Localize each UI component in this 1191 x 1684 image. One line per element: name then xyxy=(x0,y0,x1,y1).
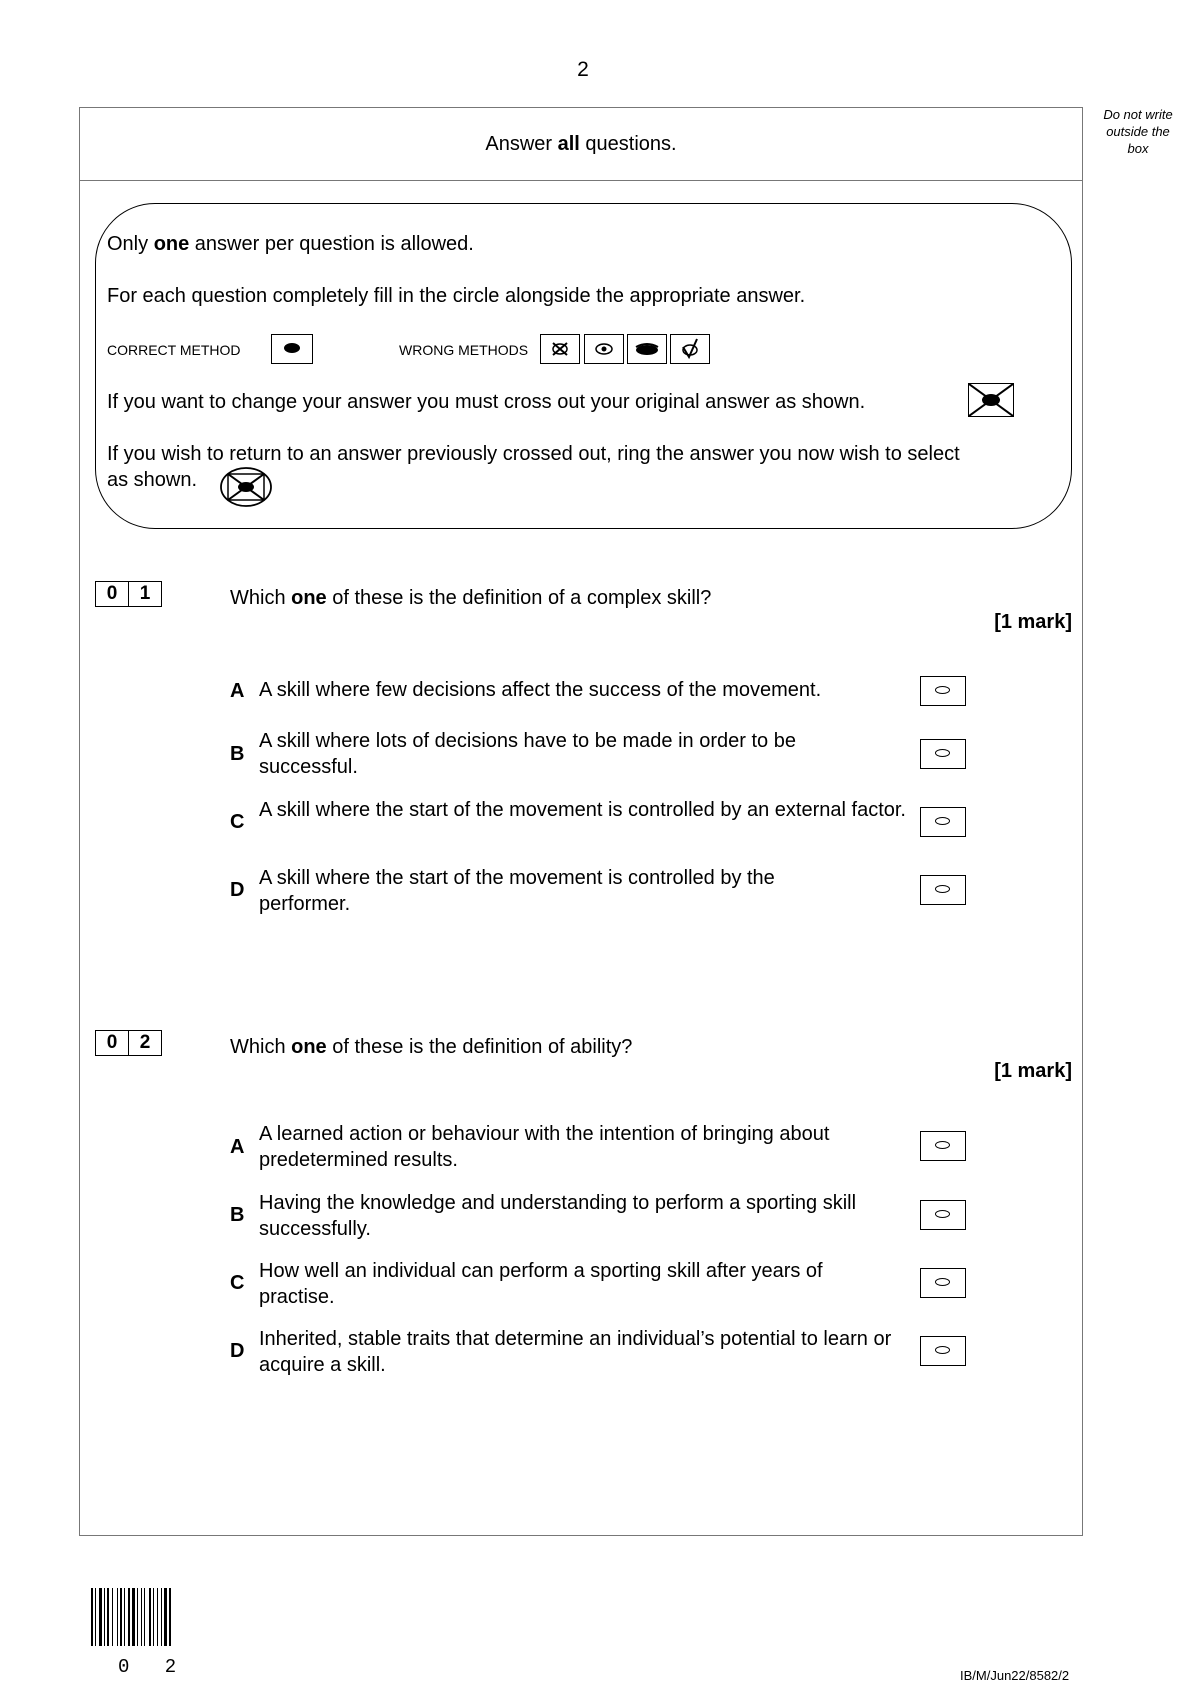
instruction-reselect-cont: as shown. xyxy=(107,469,198,491)
barcode xyxy=(91,1588,201,1648)
answer-box-q01-b[interactable] xyxy=(920,739,966,769)
paper-reference: IB/M/Jun22/8582/2 xyxy=(960,1668,1070,1683)
answer-box-q02-d[interactable] xyxy=(920,1336,966,1366)
instruction-fill-circle: For each question completely fill in the circle alongside the appropriate answer. xyxy=(107,285,806,307)
filled-circle-icon xyxy=(272,335,312,363)
answer-box-q02-c[interactable] xyxy=(920,1268,966,1298)
instruction-cross-out: If you want to change your answer you must cross out your original answer as shown. xyxy=(107,391,866,413)
wrong-method-dot xyxy=(584,334,624,364)
option-text: A skill where few decisions affect the success of the movement. xyxy=(259,679,822,701)
scribbled-circle-icon xyxy=(628,335,666,363)
instruction-reselect: If you wish to return to an answer previously crossed out, ring the answer you now wish to select xyxy=(107,443,960,465)
dotted-circle-icon xyxy=(585,335,623,363)
crossed-out-answer-icon xyxy=(969,384,1013,416)
answer-box-q02-b[interactable] xyxy=(920,1200,966,1230)
option-letter: C xyxy=(230,811,245,833)
answer-box-q01-d[interactable] xyxy=(920,875,966,905)
wrong-method-tick xyxy=(670,334,710,364)
question-01-text: Which one of these is the definition of a complex skill? xyxy=(230,587,712,609)
crossed-circle-icon xyxy=(541,335,579,363)
wrong-method-cross xyxy=(540,334,580,364)
option-text: A skill where the start of the movement is controlled by the performer. xyxy=(259,867,775,915)
option-letter: C xyxy=(230,1272,245,1294)
barcode-icon xyxy=(91,1588,201,1648)
question-02-mark: [1 mark] xyxy=(994,1060,1072,1082)
question-number-01: 0 1 xyxy=(95,581,162,607)
question-number-02: 0 2 xyxy=(95,1030,162,1056)
page-number: 2 xyxy=(577,58,589,81)
question-01-mark: [1 mark] xyxy=(994,611,1072,633)
margin-note-line: Do not write xyxy=(1103,107,1173,122)
answer-box-q01-a[interactable] xyxy=(920,676,966,706)
margin-note xyxy=(1098,106,1178,157)
option-text: Having the knowledge and understanding to perform a sporting skill successfully. xyxy=(259,1192,857,1240)
barcode-digits: 0 2 xyxy=(118,1656,189,1678)
margin-note-line: box xyxy=(1127,141,1149,156)
option-letter: B xyxy=(230,743,245,765)
answer-box-q02-a[interactable] xyxy=(920,1131,966,1161)
option-letter: D xyxy=(230,879,245,901)
ticked-circle-icon xyxy=(671,335,709,363)
ringed-answer-icon xyxy=(218,466,274,508)
wrong-method-scribble xyxy=(627,334,667,364)
ring-example xyxy=(218,466,274,508)
option-letter: A xyxy=(230,680,245,702)
correct-method-label: CORRECT METHOD xyxy=(107,342,241,358)
option-letter: D xyxy=(230,1340,245,1362)
answer-box-q01-c[interactable] xyxy=(920,807,966,837)
option-letter: A xyxy=(230,1136,245,1158)
wrong-methods-label: WRONG METHODS xyxy=(399,342,529,358)
question-02-text: Which one of these is the definition of ability? xyxy=(230,1036,633,1058)
answer-all-heading: Answer all questions. xyxy=(485,133,677,155)
option-text: A learned action or behaviour with the intention of bringing about predetermined results. xyxy=(259,1123,830,1171)
option-text: How well an individual can perform a sporting skill after years of practise. xyxy=(259,1260,823,1308)
option-text: A skill where the start of the movement is controlled by an external factor. xyxy=(259,799,906,821)
option-text: A skill where lots of decisions have to be made in order to be successful. xyxy=(259,730,796,778)
margin-note-line: outside the xyxy=(1106,124,1170,139)
instruction-one-answer: Only one answer per question is allowed. xyxy=(107,233,474,255)
correct-method-example xyxy=(271,334,313,364)
option-text: Inherited, stable traits that determine an individual’s potential to learn or acquire a skill. xyxy=(259,1328,892,1376)
cross-out-example xyxy=(968,383,1014,417)
option-letter: B xyxy=(230,1204,245,1226)
